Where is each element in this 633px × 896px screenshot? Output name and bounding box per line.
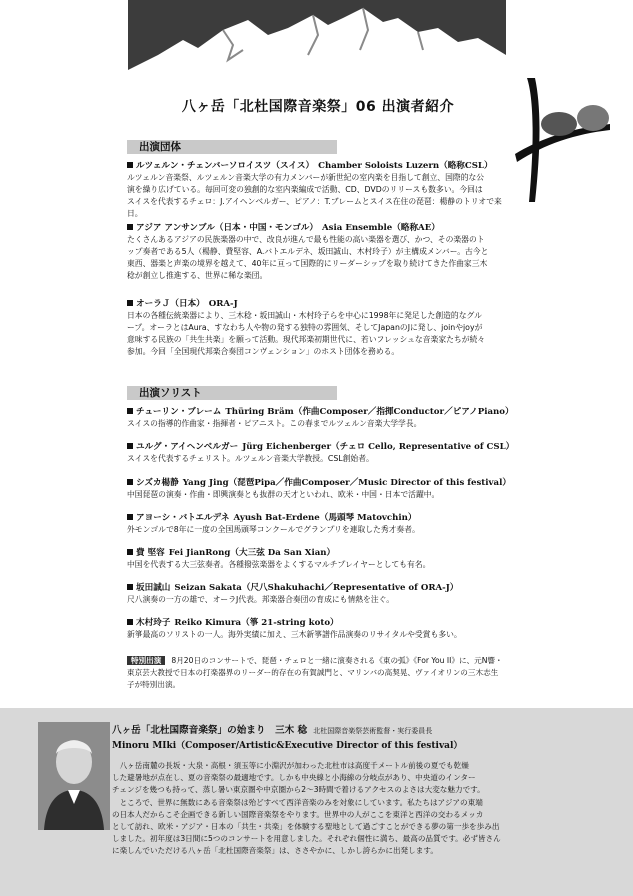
entry-description: スイスの指導的作曲家・指揮者・ピアニスト。この春までルツェルン音楽大学学長。 — [127, 419, 422, 428]
entry-name-row — [127, 222, 507, 234]
entry-name-row — [127, 582, 507, 594]
mountain-illustration — [128, 0, 506, 92]
entry-name-row — [127, 298, 507, 310]
soloist-entry — [127, 406, 514, 430]
entry-name: 坂田誠山 — [136, 583, 171, 593]
entry-roman-name: Chamber Soloists Luzern（略称CSL） — [318, 161, 493, 171]
square-bullet-icon — [127, 224, 133, 230]
special-appearance-badge: 特別出演 — [127, 656, 165, 665]
entry-name-row — [127, 477, 511, 489]
entry-name: 木村玲子 — [136, 618, 171, 628]
soloist-entry — [127, 477, 511, 501]
entry-name: シズカ楊静 — [136, 478, 179, 488]
special-appearance-note — [127, 655, 505, 690]
founder-roman-name: Minoru MIki（Composer/Artistic&Executive Director of this festival） — [112, 741, 463, 751]
entry-name-row — [127, 160, 507, 172]
group-entry — [127, 222, 507, 282]
entry-roman-name: Thüring Bräm（作曲Composer／指揮Conductor／ピアノPiano） — [225, 407, 514, 417]
square-bullet-icon — [127, 162, 133, 168]
founder-body-text: 八ヶ岳南麓の長坂・大泉・高根・須玉等に小淵沢が加わった北杜市は高度千メートル前後の夏でも乾燥 した避暑地が点在し、夏の音楽祭の最適地です。しかも中央線と小海線の分岐点があり、中央道のインター チェンジを幾つも持って、蒸し暑い東京圏や中京圏から2～3時間で着けるアクセスのよさは大変な魅力です。 ところで、世界に無数にある音楽祭は殆どすべて西洋音楽のみを対象にしています。私たちはアジアの東端 の日本人だからこそ企画できる新しい国際音楽祭をやります。世界中の人がここを東洋と西洋の交わるメッカ として訪れ、欧米・アジア・日本の「共生・共楽」を体験する聖地として過ごすことができる夢の第一歩を歩み出 しました。初年度は3日間に5つのコンサートを用意しました。それぞれ個性に満ち、最高の品質です。必ず皆さん に楽しんでいただける八ヶ岳「北杜国際音楽祭」は、ささやかに、しかし誇らかに出発します。 — [112, 761, 501, 856]
founder-subtitle: 北杜国際音楽祭芸術監督・実行委員長 — [313, 727, 433, 735]
special-appearance-text: 8月20日のコンサートで、琵琶・チェロと一緒に演奏される《東の弧》《For You II》に、元N響・東京芸大教授で日本の打楽器界のリーダー的存在の有賀誠門と、マリンバの高契晃、ヴァイオリンの三木志生子が特別出演。 — [127, 656, 503, 689]
entry-description: 中国琵琶の演奏・作曲・即興演奏とも抜群の天才といわれ、欧米・中国・日本で活躍中。 — [127, 490, 440, 499]
entry-roman-name: Fei JianRong（大三弦 Da San Xian） — [168, 548, 336, 558]
entry-roman-name: Seizan Sakata（尺八Shakuhachi／Representative of ORA-J） — [174, 583, 459, 593]
square-bullet-icon — [127, 479, 133, 485]
soloist-entry — [127, 617, 507, 641]
entry-description: 中国を代表する大三弦奏者。各種撥弦楽器をよくするマルチプレイヤーとしても有名。 — [127, 560, 431, 569]
soloist-entry — [127, 547, 507, 571]
group-entry — [127, 160, 507, 220]
entry-roman-name: Asia Ensemble（略称AE） — [322, 223, 440, 233]
founder-portrait — [38, 722, 110, 830]
founder-title: 八ヶ岳「北杜国際音楽祭」の始まり 三木 稔 — [112, 725, 308, 736]
founder-heading — [112, 722, 622, 736]
entry-name-row — [127, 441, 515, 453]
entry-roman-name: Jürg Eichenberger（チェロ Cello, Representative of CSL） — [242, 442, 515, 452]
entry-description: 新箏最高のソリストの一人。海外実績に加え、三木新箏譜作品演奏のリサイタルや受賞も多い。 — [127, 630, 462, 639]
entry-roman-name: ORA-J — [208, 299, 238, 309]
square-bullet-icon — [127, 443, 133, 449]
soloist-entry — [127, 441, 515, 465]
section-heading-groups: 出演団体 — [127, 140, 337, 154]
entry-name-row — [127, 617, 507, 629]
entry-description: スイスを代表するチェリスト。ルツェルン音楽大学教授。CSL創始者。 — [127, 454, 374, 463]
entry-roman-name: Yang Jing（琵琶Pipa／作曲Composer／Music Director of this festival） — [182, 478, 511, 488]
ink-brush-logo — [505, 76, 620, 204]
square-bullet-icon — [127, 514, 133, 520]
soloist-entry — [127, 512, 507, 536]
page-title: 八ヶ岳「北杜国際音楽祭」06 出演者紹介 — [181, 99, 455, 115]
entry-name-row — [127, 406, 514, 418]
entry-description: 外モンゴルで8年に一度の全国馬頭琴コンクールでグランプリを連取した秀才奏者。 — [127, 525, 420, 534]
entry-description: 日本の各種伝統楽器により、三木稔・坂田誠山・木村玲子らを中心に1998年に発足した創造的なグル ープ。オーラとはAura、すなわち人や物の発する独特の雰囲気、そしてJapanのJに発し、joinやjoyが 意味する民族の「共生共楽」を願って活動。現代邦楽初期世代に、若いフレッシュな音楽家たちが続々 参加。今回「全国現代邦楽合奏団コンヴェンション」のホスト団体を務める。 — [127, 311, 486, 356]
entry-description: たくさんあるアジアの民族楽器の中で、改良が進んで最も性能の高い楽器を選び、かつ、その楽器のト ップ奏者である5人（楊静、費堅容、A.バトエルデネ、坂田誠山、木村玲子）が主構成メンバー。古今と 東西、器楽と声楽の境界を越えて、40年に亘って国際的にリーダーシップを取り続けてきた作曲家三木 稔が創立し推進する、世界に稀な楽団。 — [127, 235, 489, 280]
square-bullet-icon — [127, 549, 133, 555]
soloist-entry — [127, 582, 507, 606]
entry-roman-name: Ayush Bat-Erdene（馬頭琴 Matovchin） — [233, 513, 417, 523]
entry-name: 費 堅容 — [136, 548, 165, 558]
square-bullet-icon — [127, 619, 133, 625]
entry-name: オーラＪ（日本） — [136, 299, 205, 309]
entry-name-row — [127, 512, 507, 524]
portrait-illustration — [38, 722, 110, 830]
entry-roman-name: Reiko Kimura（箏 21-string koto） — [174, 618, 339, 628]
square-bullet-icon — [127, 300, 133, 306]
entry-name: アヨーシ・バトエルデネ — [136, 513, 230, 523]
entry-description: ルツェルン音楽祭、ルツェルン音楽大学の有力メンバーが新世紀の室内楽を目指して創立、国際的な公 演を繰り広げている。毎回可変の独創的な室内楽編成で活動、CD、DVDのリリースも数多い。今回は スイスを代表するチェロ：J.アイヘンベルガー、ピアノ：T.ブレームとスイス在住の琵琶：楊静のトリオで来日。 — [127, 173, 502, 218]
entry-name-row — [127, 547, 507, 559]
square-bullet-icon — [127, 408, 133, 414]
entry-name: チューリン・ブレーム — [136, 407, 222, 417]
entry-name: アジア アンサンブル（日本・中国・モンゴル） — [136, 223, 318, 233]
entry-description: 尺八演奏の一方の雄で、オーラJ代表。邦楽器合奏団の育成にも情熱を注ぐ。 — [127, 595, 395, 604]
group-entry — [127, 298, 507, 358]
square-bullet-icon — [127, 584, 133, 590]
section-heading-soloists: 出演ソリスト — [127, 386, 337, 400]
entry-name: ユルグ・アイヘンベルガー — [136, 442, 239, 452]
entry-name: ルツェルン・チェンバーソロイスツ（スイス） — [136, 161, 315, 171]
